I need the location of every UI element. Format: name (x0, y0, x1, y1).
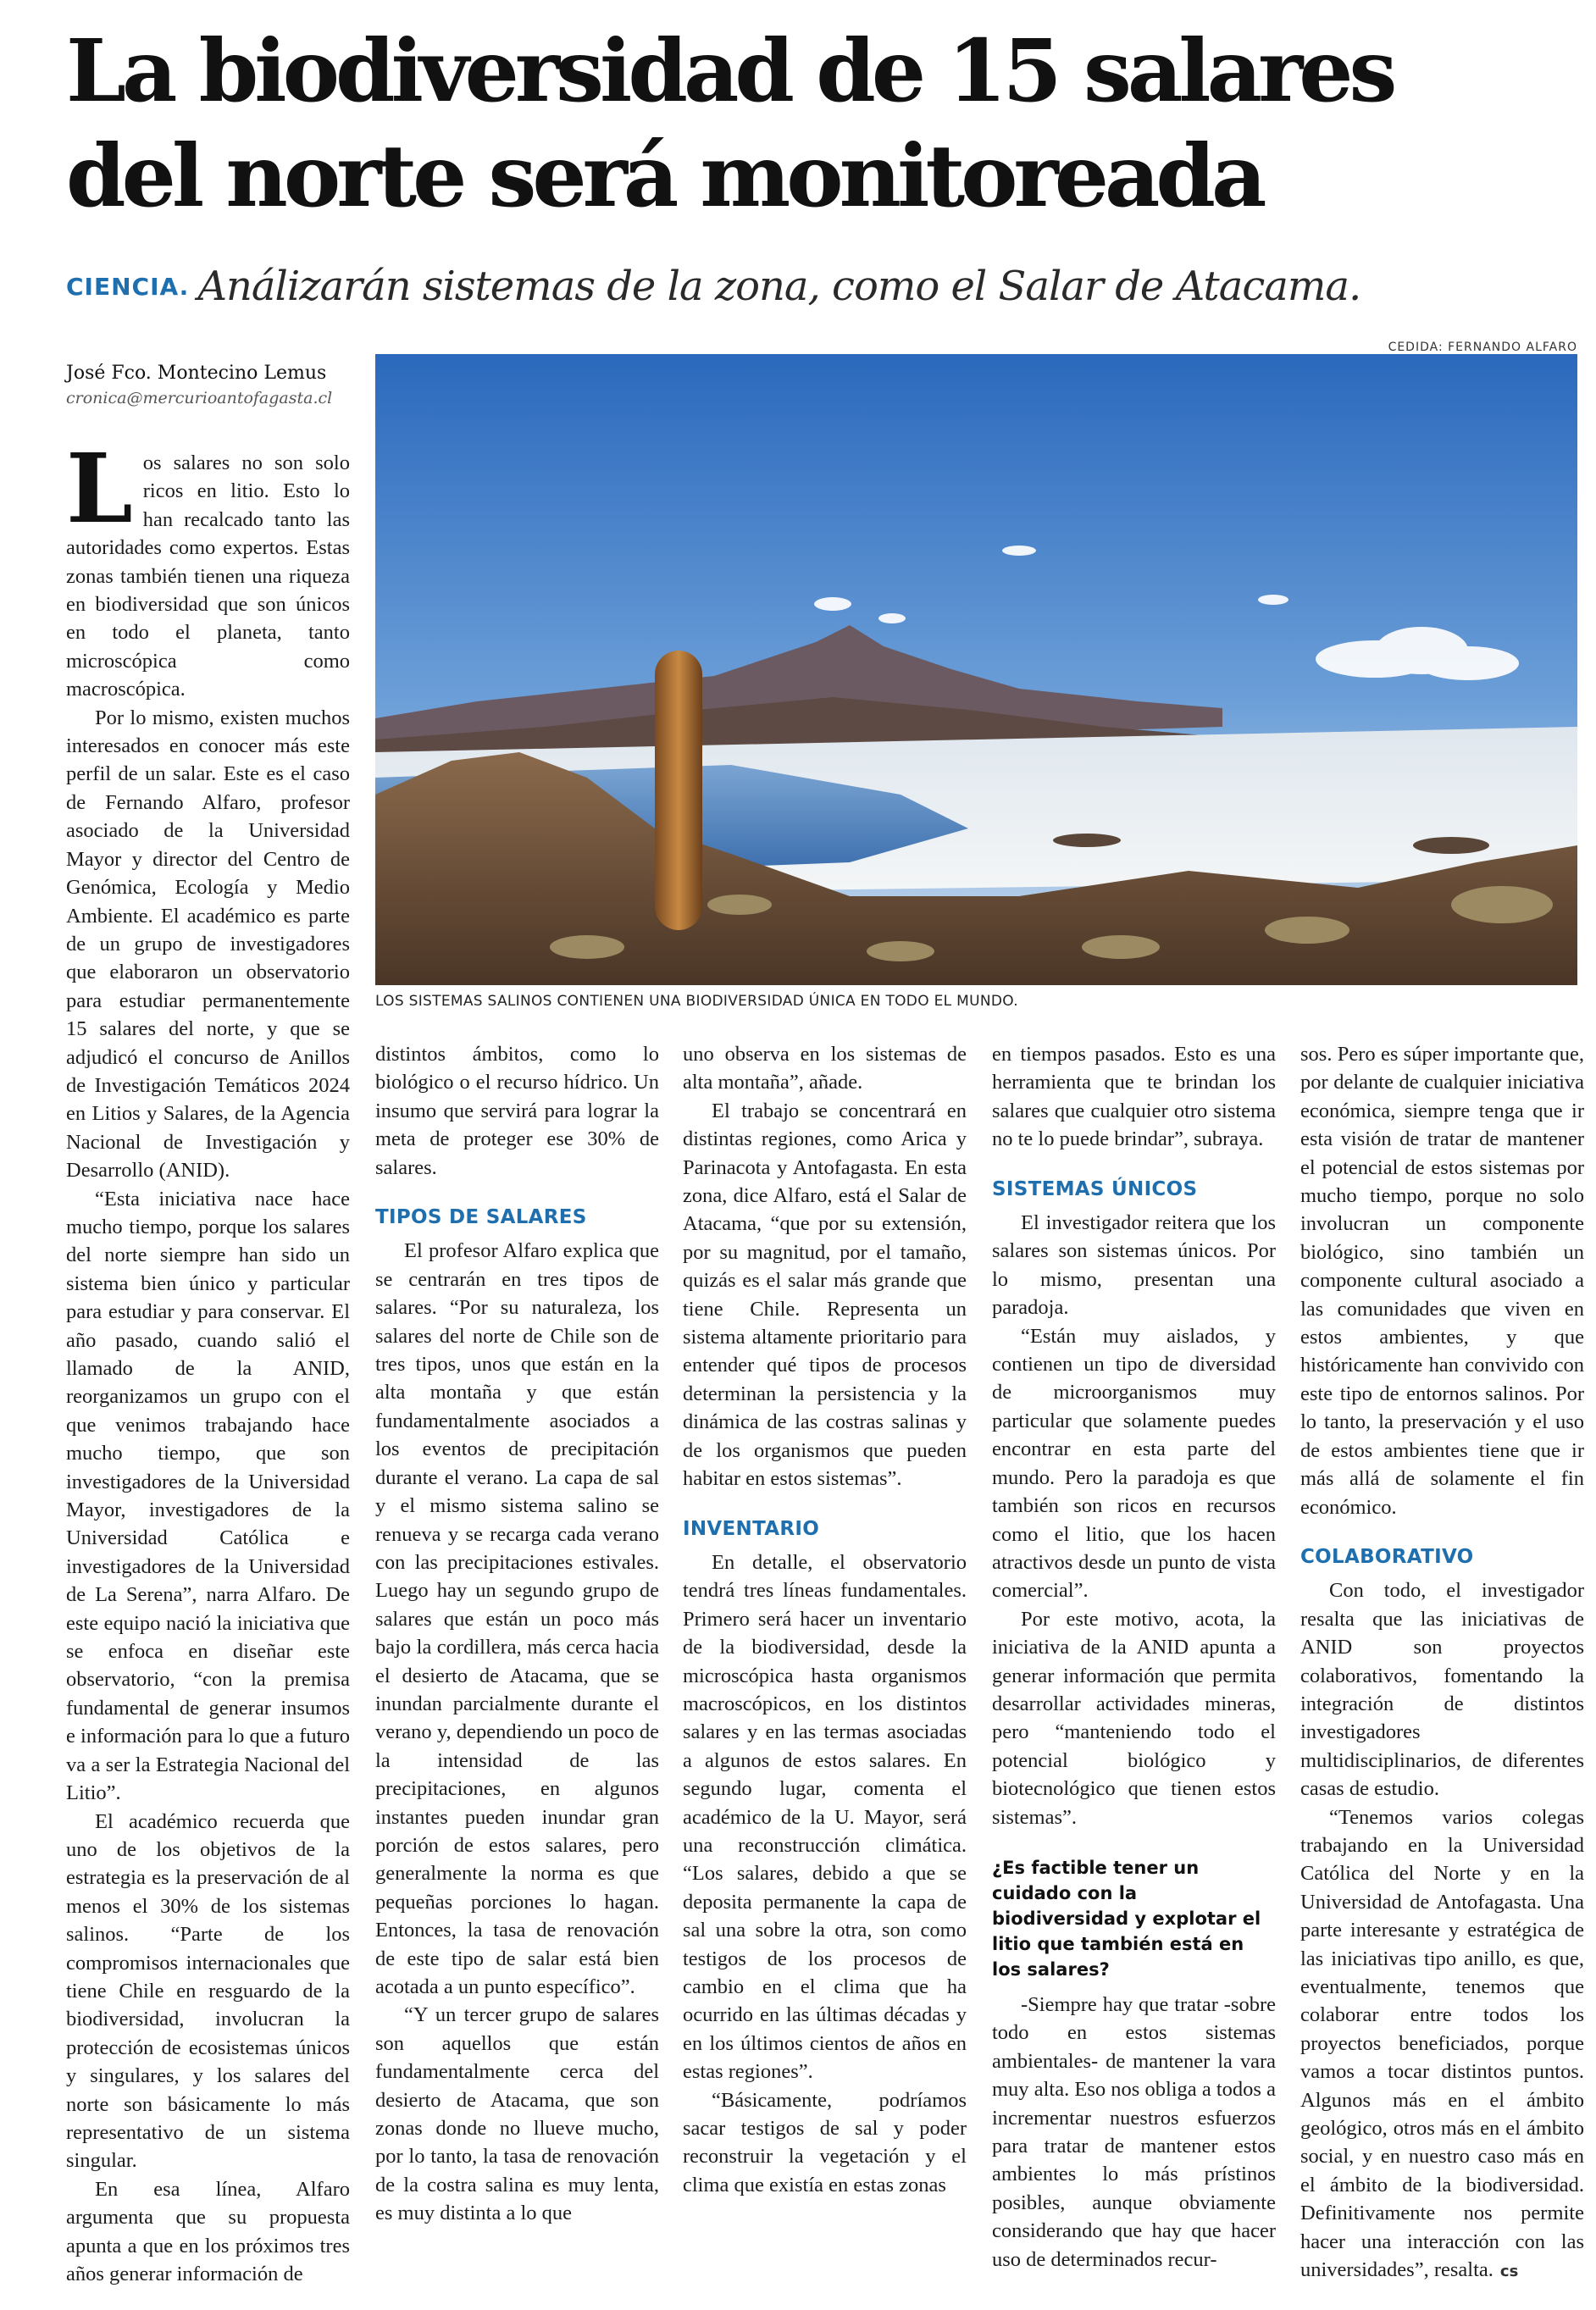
section-heading: SISTEMAS ÚNICOS (992, 1177, 1198, 1200)
article-paragraph: El profesor Alfaro explica que se centrarán en tres tipos de salares. “Por su naturaleza, los salares del norte de Chile son de tres tipos, unos que están en la alta montaña y que están fundamentalmente asociados a los eventos de precipitación durante el verano. La capa de sal y el mismo sistema salino se renueva y se recarga cada verano con las precipitaciones estivales. Luego hay un segundo grupo de salares que están un poco más bajo la cordillera, más cerca hacia el desierto de Atacama, que se inundan parcialmente durante el verano y, dependiendo un poco de la intensidad de las precipitaciones, en algunos instantes pueden inundar gran porción de estos salares, pero generalmente la norma es que pequeñas porciones lo hagan. Entonces, la tasa de renovación de este tipo de salar está bien acotada a un punto específico”. (375, 1239, 659, 1998)
article-paragraph (1300, 1803, 1584, 2286)
article-paragraph: “Están muy aislados, y contienen un tipo de diversidad de microorganismos muy particular que solamente puedes encontrar en esta parte del mundo. Pero la paradoja es que también son ricos en recursos como el litio, que los hacen atractivos desde un punto de vista comercial”. (992, 1324, 1276, 1603)
island-right (1413, 837, 1489, 854)
article-paragraph: En esa línea, Alfaro argumenta que su propuesta apunta a que en los próximos tres años generar información de (66, 2177, 350, 2285)
headline: La biodiversidad de 15 salares del norte será monitoreada (66, 20, 1394, 226)
article-column-3 (683, 1040, 967, 2302)
byline (66, 363, 346, 407)
photo-credit: CEDIDA: FERNANDO ALFARO (1388, 341, 1577, 354)
section-kicker: CIENCIA. (66, 273, 190, 301)
salar-landscape-illustration (375, 354, 1577, 985)
article-paragraph: El trabajo se concentrará en distintas regiones, como Arica y Parinacota y Antofagasta. En esta zona, dice Alfaro, está el Salar de Atacama, “que por su extensión, por su magnitud, por el tamaño, quizás es el salar más grande que tiene Chile. Representa un sistema altamente prioritario para entender qué tipos de procesos determinan la persistencia y la dinámica de las costras salinas y de los organismos que pueden habitar en estos sistemas”. (683, 1099, 967, 1491)
article-column-1 (66, 449, 350, 2304)
article-column-4 (992, 1040, 1276, 2302)
article-paragraph: Por este motivo, acota, la iniciativa de la ANID apunta a generar información que permita desarrollar actividades mineras, pero “manteniendo todo el potencial biológico y biotecnológico que tienen estos sistemas”. (992, 1607, 1276, 1829)
article-paragraph: El investigador reitera que los salares son sistemas únicos. Por lo mismo, presentan una paradoja. (992, 1211, 1276, 1320)
cactus (655, 651, 702, 930)
article-paragraph: “Básicamente, podríamos sacar testigos de sal y poder reconstruir la vegetación y el clima que existía en estas zonas (683, 2088, 967, 2196)
subheadline-row (66, 263, 1557, 310)
photo-caption: LOS SISTEMAS SALINOS CONTIENEN UNA BIODIVERSIDAD ÚNICA EN TODO EL MUNDO. (375, 993, 1018, 1010)
article-paragraph (66, 449, 350, 704)
article-paragraph: Con todo, el investigador resalta que las iniciativas de ANID son proyectos colaborativos, fomentando la integración de distintos investigadores multidisciplinarios, de diferentes casas de estudio. (1300, 1579, 1584, 1801)
interview-question: ¿Es factible tener un cuidado con la biodiversidad y explotar el litio que también está en los salares? (992, 1857, 1261, 1980)
paragraph-text: os salares no son solo ricos en litio. Esto lo han recalcado tanto las autoridades como expertos. Estas zonas también tienen una riqueza en biodiversidad que son únicos en todo el planeta, tanto microscópica como macroscópica. (66, 451, 350, 701)
end-mark: cs (1499, 2263, 1519, 2281)
article-paragraph: distintos ámbitos, como lo biológico o el recurso hídrico. Un insumo que servirá para lograr la meta de proteger ese 30% de salares. (375, 1043, 659, 1179)
author-name: José Fco. Montecino Lemus (66, 363, 327, 384)
article-paragraph: En detalle, el observatorio tendrá tres líneas fundamentales. Primero será hacer un inventario de la biodiversidad, desde la microscópica hasta organismos macroscópicos, en los distintos salares y en las termas asociadas a algunos de estos salares. En segundo lugar, comenta el académico de la U. Mayor, será una reconstrucción climática. “Los salares, debido a que se deposita permanente la capa de sal una sobre la otra, son como testigos de los procesos de cambio en el clima que ha ocurrido en las últimas décadas y en los últimos cientos de años en estas regiones”. (683, 1550, 967, 2084)
article-paragraph: sos. Pero es súper importante que, por delante de cualquier iniciativa económica, siempre tenga que ir esta visión de tratar de mantener el potencial de estos sistemas por mucho tiempo, porque no solo involucran un componente biológico, sino también un componente cultural asociado a las comunidades que viven en estos ambientes, y que históricamente han convivido con este tipo de entornos salinos. Por lo tanto, la preservación y el uso de estos ambientes tiene que ir más allá de solamente el fin económico. (1300, 1043, 1584, 1519)
drop-cap: L (66, 449, 133, 545)
article-paragraph: -Siempre hay que tratar -sobre todo en estos sistemas ambientales- de mantener la vara muy alta. Eso nos obliga a todos a incrementar nuestros esfuerzos para tratar de mantener estos ambientes lo más prístinos posibles, aunque obviamente considerando que hay que hacer uso de determinados recur- (992, 1992, 1276, 2271)
salar-photo (375, 354, 1577, 985)
section-heading: TIPOS DE SALARES (375, 1206, 587, 1229)
article-paragraph: “Y un tercer grupo de salares son aquellos que están fundamentalmente cerca del desierto de Atacama, que son zonas donde no llueve mucho, por lo tanto, la tasa de renovación de la costra salina es muy lenta, es muy distinta a lo que (375, 2003, 659, 2225)
article-paragraph: en tiempos pasados. Esto es una herramienta que te brindan los salares que cualquier otro sistema no te lo puede brindar”, subraya. (992, 1043, 1276, 1151)
article-column-2 (375, 1040, 659, 2302)
island-left (1053, 834, 1121, 847)
article-paragraph: uno observa en los sistemas de alta montaña”, añade. (683, 1043, 967, 1094)
paragraph-text: “Tenemos varios colegas trabajando en la Universidad Católica del Norte y en la Universidad de Antofagasta. Una parte interesante y estratégica de las iniciativas tipo anillo, es que, eventualmente, tenemos que colaborar entre todos los proyectos beneficiados, porque vamos a tocar distintos puntos. Algunos más en el ámbito geológico, otros más en el ámbito social, y en nuestro caso más en el ámbito de la biodiversidad. Definitivamente nos permite hacer una interacción con las universidades”, resalta. (1300, 1805, 1584, 2282)
article-column-5 (1300, 1040, 1584, 2302)
author-email: cronica@mercurioantofagasta.cl (66, 389, 333, 407)
article-paragraph: El académico recuerda que uno de los objetivos de la estrategia es la preservación de al menos el 30% de los sistemas salinos. “Parte de los compromisos internacionales que tiene Chile en resguardo de la biodiversidad, involucran la protección de ecosistemas únicos y singulares, y los salares del norte son básicamente lo más representativo de un sistema singular. (66, 1809, 350, 2173)
section-heading: COLABORATIVO (1300, 1545, 1474, 1568)
subheadline: Análizarán sistemas de la zona, como el Salar de Atacama. (197, 263, 1361, 310)
section-heading: INVENTARIO (683, 1517, 820, 1540)
article-paragraph: “Esta iniciativa nace hace mucho tiempo, porque los salares del norte siempre han sido un sistema bien único y particular para estudiar y para conservar. El año pasado, cuando salió el llamado de la ANID, reorganizamos un grupo con el que venimos trabajando hace mucho tiempo, que son investigadores de la Universidad Mayor, investigadores de la Universidad Católica e investigadores de la Universidad de La Serena”, narra Alfaro. De este equipo nació la iniciativa que se enfoca en diseñar este observatorio, “con la premisa fundamental de generar insumos e información para lo que a futuro va a ser la Estrategia Nacional del Litio”. (66, 1187, 350, 1805)
article-paragraph: Por lo mismo, existen muchos interesados en conocer más este perfil de un salar. Este es el caso de Fernando Alfaro, profesor asociado de la Universidad Mayor y director del Centro de Genómica, Ecología y Medio Ambiente. El académico es parte de un grupo de investigadores que elaboraron un observatorio para estudiar permanentemente 15 salares del norte, y que se adjudicó el concurso de Anillos de Investigación Temáticos 2024 en Litios y Salares, de la Agencia Nacional de Investigación y Desarrollo (ANID). (66, 706, 350, 1183)
